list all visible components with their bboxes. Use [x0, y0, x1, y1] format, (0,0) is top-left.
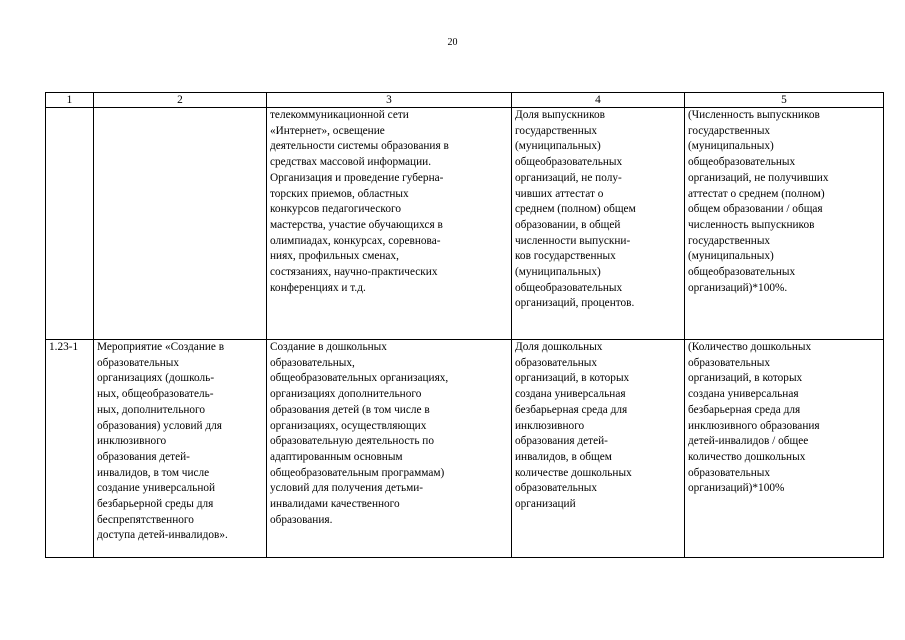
table-header-row — [46, 93, 884, 108]
table-row — [46, 340, 884, 558]
row2-event-cell: Мероприятие «Создание в образовательных организациях (дошколь- ных, общеобразователь- ных, дополнительного образования) условий для инклюзивного образования детей- инвалидов, в том числе создание универсальной безбарьерной среды для беспрепятственного доступа детей-инвалидов». — [94, 340, 267, 558]
row1-formula-cell: (Численность выпускников государственных (муниципальных) общеобразовательных организаций, не получивших аттестат о среднем (полном) общем образовании / общая численность выпускников государственных (муниципальных) общеобразовательных организаций)*100%. — [685, 108, 884, 340]
row2-number-cell: 1.23-1 — [46, 340, 94, 558]
header-col-2: 2 — [94, 93, 267, 108]
header-col-5: 5 — [685, 93, 884, 108]
row1-indicator-cell: Доля выпускников государственных (муниципальных) общеобразовательных организаций, не полу- чивших аттестат о среднем (полном) общем образовании, в общей численности выпускни- ков государственных (муниципальных) общеобразовательных организаций, процентов. — [512, 108, 685, 340]
row2-formula-cell: (Количество дошкольных образовательных организаций, в которых создана универсальная безбарьерная среда для инклюзивного образования детей-инвалидов / общее количество дошкольных образовательных организаций)*100% — [685, 340, 884, 558]
indicator-table — [45, 92, 884, 558]
row1-description-cell: телекоммуникационной сети «Интернет», освещение деятельности системы образования в средствах массовой информации. Организация и проведение губерна- торских приемов, областных конкурсов педагогического мастерства, участие обучающихся в олимпиадах, конкурсах, соревнова- ниях, профильных сменах, состязаниях, научно-практических конференциях и т.д. — [267, 108, 512, 340]
row1-number-cell — [46, 108, 94, 340]
table-row — [46, 108, 884, 340]
header-col-3: 3 — [267, 93, 512, 108]
header-col-1: 1 — [46, 93, 94, 108]
header-col-4: 4 — [512, 93, 685, 108]
page-number: 20 — [447, 37, 458, 48]
row2-description-cell: Создание в дошкольных образовательных, общеобразовательных организациях, организациях дополнительного образования детей (в том числе в организациях, осуществляющих образовательную деятельность по адаптированным основным общеобразовательным программам) условий для получения детьми- инвалидами качественного образования. — [267, 340, 512, 558]
row2-indicator-cell: Доля дошкольных образовательных организаций, в которых создана универсальная безбарьерная среда для инклюзивного образования детей- инвалидов, в общем количестве дошкольных образовательных организаций — [512, 340, 685, 558]
row1-event-cell — [94, 108, 267, 340]
